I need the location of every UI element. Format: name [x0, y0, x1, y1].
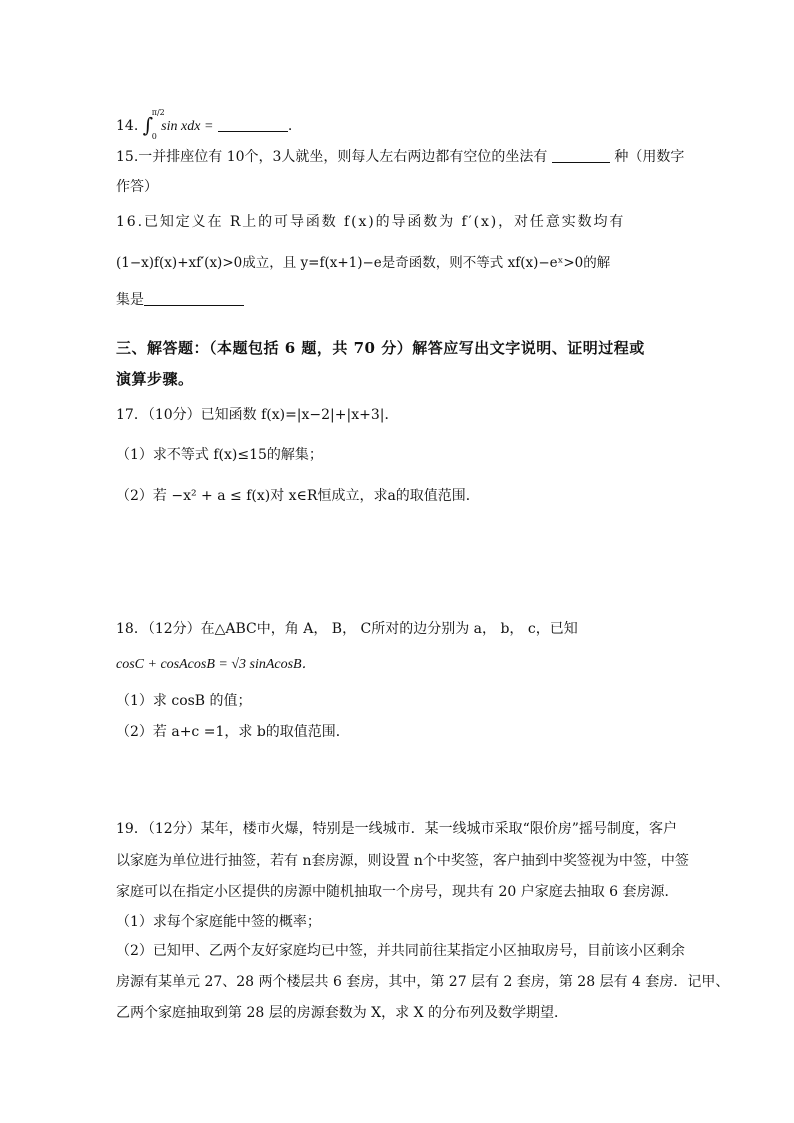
integral-sign: ∫ π/2 0 [143, 114, 157, 135]
q15-text: 15.一并排座位有 10个，3人就坐，则每人左右两边都有空位的坐法有 [116, 149, 548, 165]
q14-integrand: sin xdx = [161, 119, 214, 134]
section-3-heading: 三、解答题：（本题包括 6 题，共 70 分）解答应写出文字说明、证明过程或 [116, 339, 645, 357]
q16-text: 集是 [116, 292, 144, 308]
question-19-part-2-line-2: 房源有某单元 27、28 两个楼层共 6 套房，其中，第 27 层有 2 套房，第 28 层有 4 套房．记甲、 [116, 974, 730, 990]
question-19-part-2-line-1: （2）已知甲、乙两个友好家庭均已中签，并共同前往某指定小区抽取房号，目前该小区剩余 [116, 943, 685, 959]
section-3-heading-cont: 演算步骤。 [116, 370, 194, 388]
question-15-line-1 [116, 148, 684, 166]
q14-answer-blank[interactable] [218, 117, 288, 132]
question-19-line-1: 19．（12分）某年，楼市火爆，特别是一线城市．某一线城市采取“限价房”摇号制度，客户 [116, 821, 677, 837]
integral-lower-limit: 0 [151, 132, 157, 141]
question-17-part-2: （2）若 −x² + a ≤ f(x)对 x∈R恒成立，求a的取值范围． [116, 488, 480, 504]
question-19-part-2-line-3: 乙两个家庭抽取到第 28 层的房源套数为 X，求 X 的分布列及数学期望． [116, 1005, 568, 1021]
question-16-line-1: 16.已知定义在 R上的可导函数 f(x)的导函数为 f′(x)，对任意实数均有 [116, 214, 626, 230]
question-18-equation: cosC + cosAcosB = √3 sinAcosB． [116, 657, 316, 672]
q15-text-mid: 种（用数字 [614, 149, 685, 165]
question-19-line-3: 家庭可以在指定小区提供的房源中随机抽取一个房号，现共有 20 户家庭去抽取 6 套房源． [116, 884, 679, 900]
question-17-head: 17．（10分）已知函数 f(x)=|x−2|+|x+3|． [116, 407, 399, 423]
question-15-line-2: 作答） [116, 179, 158, 195]
q14-end: . [287, 118, 293, 134]
q16-answer-blank[interactable] [144, 291, 244, 306]
integral-upper-limit: π/2 [151, 108, 165, 117]
question-18-part-1: （1）求 cosB 的值； [116, 693, 252, 709]
question-19-part-1: （1）求每个家庭能中签的概率； [116, 914, 321, 930]
question-17-part-1: （1）求不等式 f(x)≤15的解集； [116, 447, 323, 463]
q15-answer-blank[interactable] [552, 148, 610, 163]
question-19-line-2: 以家庭为单位进行抽签，若有 n套房源，则设置 n个中奖签，客户抽到中奖签视为中签，中签 [116, 853, 689, 869]
question-18-part-2: （2）若 a+c =1，求 b的取值范围． [116, 724, 350, 740]
question-16-line-2: (1−x)f(x)+xf′(x)>0成立，且 y=f(x+1)−e是奇函数，则不等式 xf(x)−eˣ>0的解 [116, 255, 611, 271]
question-14 [116, 108, 293, 141]
q14-number: 14. [116, 118, 139, 134]
question-16-line-3 [116, 291, 244, 309]
question-18-head: 18．（12分）在△ABC中，角 A， B， C所对的边分别为 a， b， c，已知 [116, 621, 578, 637]
